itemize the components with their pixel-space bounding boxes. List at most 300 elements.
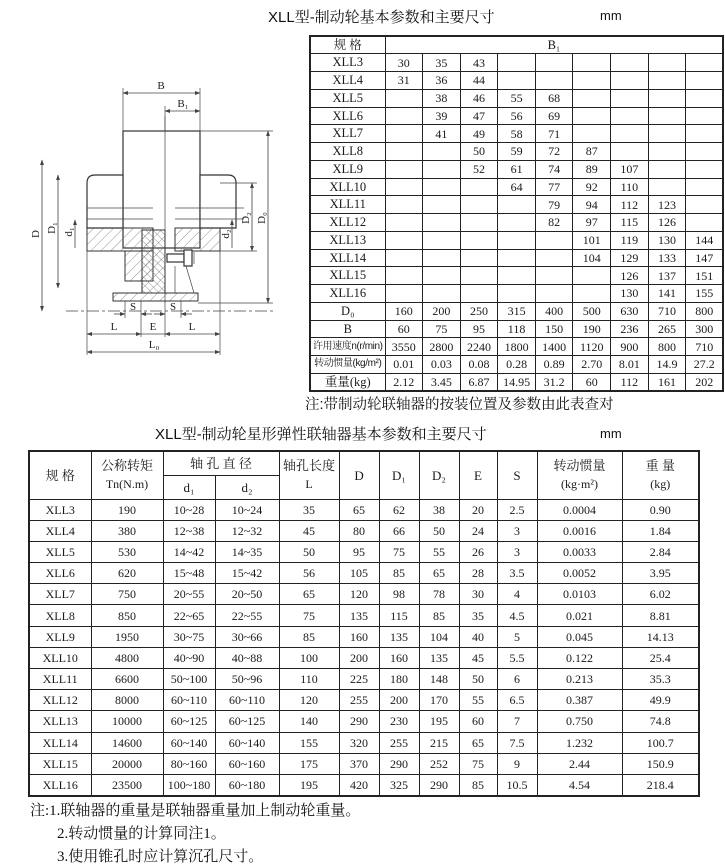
t1-footer-value: 60 xyxy=(385,320,423,338)
t1-value-cell: 44 xyxy=(460,72,498,90)
t1-footer-value: 14.95 xyxy=(498,373,536,391)
t1-value-cell xyxy=(686,143,724,161)
t1-value-cell xyxy=(385,196,423,214)
t1-value-cell: 110 xyxy=(611,178,649,196)
t1-footer-value: 31.2 xyxy=(535,373,573,391)
t2-header-weight-cn: 重 量 xyxy=(645,458,675,473)
t1-spec-cell: XLL6 xyxy=(310,107,385,125)
t1-value-cell xyxy=(535,54,573,72)
t2-value-cell: 10000 xyxy=(91,711,163,732)
t1-value-cell xyxy=(611,54,649,72)
t1-value-cell: 58 xyxy=(498,125,536,143)
t2-value-cell: 0.021 xyxy=(537,605,622,626)
table2-row xyxy=(29,499,699,520)
t1-value-cell: 43 xyxy=(460,54,498,72)
table2-unit: mm xyxy=(600,426,622,441)
t2-value-cell: 5.5 xyxy=(497,647,537,668)
t2-header-d1: d₁ xyxy=(163,475,215,499)
t1-value-cell xyxy=(573,267,611,285)
t1-footer-value: 0.08 xyxy=(460,356,498,374)
t2-value-cell: 40~88 xyxy=(215,647,279,668)
note-line-2: 2.转动惯量的计算同注1。 xyxy=(57,826,226,842)
dim-label-s-right: S xyxy=(169,301,177,313)
t2-value-cell: 148 xyxy=(419,669,459,690)
t2-value-cell: 4.54 xyxy=(537,774,622,795)
t1-value-cell xyxy=(423,196,461,214)
t1-value-cell: 123 xyxy=(648,196,686,214)
t2-spec-cell: XLL3 xyxy=(29,499,91,520)
t2-value-cell: 6600 xyxy=(91,669,163,690)
t1-value-cell: 82 xyxy=(535,214,573,232)
t1-value-cell xyxy=(611,72,649,90)
t2-value-cell: 78 xyxy=(419,584,459,605)
t2-header-inertia-unit: (kg·m²) xyxy=(561,477,598,492)
t1-value-cell xyxy=(611,143,649,161)
t2-value-cell: 135 xyxy=(339,605,379,626)
t2-header-E: E xyxy=(459,451,497,499)
dim-label-b1: B₁ xyxy=(177,98,189,110)
t2-header-D1: D₁ xyxy=(379,451,419,499)
t2-value-cell: 65 xyxy=(419,563,459,584)
dim-label-d0: D₀ xyxy=(256,212,268,224)
t2-value-cell: 4800 xyxy=(91,647,163,668)
t1-footer-value: 1400 xyxy=(535,338,573,356)
t1-value-cell xyxy=(648,54,686,72)
t1-footer-value: 6.87 xyxy=(460,373,498,391)
t2-value-cell: 105 xyxy=(339,563,379,584)
t1-value-cell xyxy=(648,89,686,107)
t2-value-cell: 62 xyxy=(379,499,419,520)
t2-value-cell: 0.0052 xyxy=(537,563,622,584)
t2-spec-cell: XLL16 xyxy=(29,774,91,795)
t1-value-cell: 130 xyxy=(648,231,686,249)
t2-value-cell: 50 xyxy=(419,520,459,541)
t2-value-cell: 850 xyxy=(91,605,163,626)
t2-value-cell: 20~50 xyxy=(215,584,279,605)
t1-value-cell: 77 xyxy=(535,178,573,196)
t2-value-cell: 30~75 xyxy=(163,626,215,647)
t2-value-cell: 8.81 xyxy=(622,605,699,626)
t2-value-cell: 60~125 xyxy=(163,711,215,732)
t1-footer-value: 2.70 xyxy=(573,356,611,374)
t2-value-cell: 120 xyxy=(339,584,379,605)
t1-value-cell xyxy=(460,214,498,232)
t2-value-cell: 8000 xyxy=(91,690,163,711)
bolt-shaft xyxy=(167,254,184,262)
t1-footer-value: 710 xyxy=(686,338,724,356)
t1-footer-value: 3.45 xyxy=(423,373,461,391)
t2-value-cell: 60~140 xyxy=(163,732,215,753)
t1-value-cell xyxy=(535,267,573,285)
t1-footer-value: 236 xyxy=(611,320,649,338)
t1-value-cell: 41 xyxy=(423,125,461,143)
t1-value-cell xyxy=(648,72,686,90)
t1-footer-label: 重量(kg) xyxy=(310,373,385,391)
t1-footer-label: 许用速度n(r/min) xyxy=(310,338,385,356)
t2-value-cell: 24 xyxy=(459,520,497,541)
t1-footer-value: 190 xyxy=(573,320,611,338)
t1-value-cell: 144 xyxy=(686,231,724,249)
t1-spec-cell: XLL16 xyxy=(310,285,385,303)
t2-value-cell: 100 xyxy=(279,647,339,668)
table1-row xyxy=(310,249,723,267)
dim-label-l-right: L xyxy=(188,321,196,333)
t2-value-cell: 135 xyxy=(379,626,419,647)
table1-row xyxy=(310,267,723,285)
t1-value-cell: 137 xyxy=(648,267,686,285)
t2-spec-cell: XLL8 xyxy=(29,605,91,626)
table2-row xyxy=(29,711,699,732)
t2-value-cell: 80 xyxy=(339,520,379,541)
table2-row xyxy=(29,541,699,562)
t2-spec-cell: XLL11 xyxy=(29,669,91,690)
t2-header-weight-unit: (kg) xyxy=(650,477,671,492)
t2-value-cell: 155 xyxy=(279,732,339,753)
t2-spec-cell: XLL6 xyxy=(29,563,91,584)
table1-row xyxy=(310,231,723,249)
table1-unit: mm xyxy=(600,8,622,23)
t1-value-cell xyxy=(686,160,724,178)
t1-value-cell: 126 xyxy=(648,214,686,232)
t1-value-cell xyxy=(460,231,498,249)
t2-value-cell: 40 xyxy=(459,626,497,647)
t1-value-cell xyxy=(535,72,573,90)
t1-value-cell: 104 xyxy=(573,249,611,267)
t1-footer-value: 3550 xyxy=(385,338,423,356)
t2-value-cell: 195 xyxy=(279,774,339,795)
t2-spec-cell: XLL7 xyxy=(29,584,91,605)
note-line-1: 注:1.联轴器的重量是联轴器重量加上制动轮重量。 xyxy=(30,803,361,819)
t1-value-cell: 55 xyxy=(498,89,536,107)
t1-value-cell: 94 xyxy=(573,196,611,214)
t2-value-cell: 0.0103 xyxy=(537,584,622,605)
t1-value-cell: 38 xyxy=(423,89,461,107)
table1-footer-row xyxy=(310,302,723,320)
table2-row xyxy=(29,647,699,668)
dim-label-l0: L₀ xyxy=(148,339,160,351)
t1-value-cell xyxy=(535,285,573,303)
t1-footer-value: 1120 xyxy=(573,338,611,356)
t2-header-D2: D₂ xyxy=(419,451,459,499)
table2-row xyxy=(29,690,699,711)
dim-label-e: E xyxy=(149,321,157,333)
t2-value-cell: 215 xyxy=(419,732,459,753)
t1-value-cell xyxy=(460,178,498,196)
t2-value-cell: 35 xyxy=(459,605,497,626)
t2-value-cell: 370 xyxy=(339,753,379,774)
table1-note: 注:带制动轮联轴器的按装位置及参数由此表查对 xyxy=(305,397,614,413)
table2-row xyxy=(29,626,699,647)
t2-spec-cell: XLL14 xyxy=(29,732,91,753)
t1-footer-value: 0.28 xyxy=(498,356,536,374)
dim-label-l-left: L xyxy=(110,321,118,333)
table1-footer-row xyxy=(310,356,723,374)
t2-value-cell: 290 xyxy=(379,753,419,774)
elastic-spider-crosshatch xyxy=(142,230,165,293)
table2-row xyxy=(29,669,699,690)
t1-value-cell: 30 xyxy=(385,54,423,72)
table1-title: XLL型-制动轮基本参数和主要尺寸 xyxy=(268,9,495,26)
t2-value-cell: 22~65 xyxy=(163,605,215,626)
dim-label-d1-cap: D₁ xyxy=(46,222,58,234)
table1-row xyxy=(310,125,723,143)
t2-value-cell: 150.9 xyxy=(622,753,699,774)
t1-value-cell xyxy=(460,196,498,214)
t1-value-cell xyxy=(573,285,611,303)
t1-spec-cell: XLL7 xyxy=(310,125,385,143)
t1-footer-value: 1800 xyxy=(498,338,536,356)
t2-value-cell: 6.02 xyxy=(622,584,699,605)
t2-value-cell: 620 xyxy=(91,563,163,584)
dim-label-d2-cap: D₂ xyxy=(240,212,252,224)
t1-value-cell: 101 xyxy=(573,231,611,249)
t2-value-cell: 12~32 xyxy=(215,520,279,541)
table2-header-row1 xyxy=(29,451,699,475)
t2-value-cell: 120 xyxy=(279,690,339,711)
t1-footer-value: 300 xyxy=(686,320,724,338)
table1-row xyxy=(310,72,723,90)
t1-value-cell: 130 xyxy=(611,285,649,303)
t1-value-cell: 36 xyxy=(423,72,461,90)
t1-value-cell xyxy=(686,107,724,125)
t1-footer-value: 95 xyxy=(460,320,498,338)
t1-value-cell xyxy=(385,143,423,161)
t2-value-cell: 0.122 xyxy=(537,647,622,668)
t2-value-cell: 0.90 xyxy=(622,499,699,520)
t2-spec-cell: XLL12 xyxy=(29,690,91,711)
coupling-drawing xyxy=(28,56,313,391)
t1-spec-cell: XLL8 xyxy=(310,143,385,161)
t2-value-cell: 3.95 xyxy=(622,563,699,584)
t1-value-cell xyxy=(573,54,611,72)
t2-value-cell: 0.0004 xyxy=(537,499,622,520)
t2-value-cell: 85 xyxy=(379,563,419,584)
t1-footer-value: 200 xyxy=(423,302,461,320)
t2-value-cell: 6 xyxy=(497,669,537,690)
table1-row xyxy=(310,143,723,161)
t2-value-cell: 65 xyxy=(279,584,339,605)
t2-value-cell: 75 xyxy=(379,541,419,562)
t1-spec-cell: XLL13 xyxy=(310,231,385,249)
t1-value-cell xyxy=(423,160,461,178)
t2-value-cell: 50~96 xyxy=(215,669,279,690)
t2-value-cell: 0.213 xyxy=(537,669,622,690)
t1-footer-label: B xyxy=(310,320,385,338)
t2-header-torque-symbol: Tn(N.m) xyxy=(105,477,149,492)
t2-value-cell: 255 xyxy=(379,732,419,753)
t2-header-bore-diameter: 轴 孔 直 径 xyxy=(163,451,279,475)
t1-footer-value: 161 xyxy=(648,373,686,391)
t2-value-cell: 5 xyxy=(497,626,537,647)
t2-value-cell: 320 xyxy=(339,732,379,753)
table2-row xyxy=(29,584,699,605)
t1-value-cell: 61 xyxy=(498,160,536,178)
t2-value-cell: 45 xyxy=(459,647,497,668)
t1-footer-value: 0.01 xyxy=(385,356,423,374)
t2-value-cell: 60 xyxy=(459,711,497,732)
t1-footer-value: 500 xyxy=(573,302,611,320)
t2-value-cell: 23500 xyxy=(91,774,163,795)
t2-value-cell: 3 xyxy=(497,541,537,562)
t1-value-cell xyxy=(385,178,423,196)
t2-value-cell: 10.5 xyxy=(497,774,537,795)
table2-row xyxy=(29,732,699,753)
t1-value-cell: 74 xyxy=(535,160,573,178)
t2-value-cell: 4.5 xyxy=(497,605,537,626)
t2-value-cell: 50~100 xyxy=(163,669,215,690)
dim-label-b: B xyxy=(157,80,165,92)
t1-value-cell: 112 xyxy=(611,196,649,214)
t2-value-cell: 1.84 xyxy=(622,520,699,541)
t2-value-cell: 3 xyxy=(497,520,537,541)
t2-value-cell: 230 xyxy=(379,711,419,732)
t1-value-cell: 97 xyxy=(573,214,611,232)
t1-value-cell xyxy=(611,89,649,107)
t2-spec-cell: XLL15 xyxy=(29,753,91,774)
t2-value-cell: 26 xyxy=(459,541,497,562)
t2-value-cell: 60~110 xyxy=(163,690,215,711)
t2-value-cell: 252 xyxy=(419,753,459,774)
t2-value-cell: 4 xyxy=(497,584,537,605)
t2-spec-cell: XLL9 xyxy=(29,626,91,647)
t2-value-cell: 115 xyxy=(379,605,419,626)
t2-value-cell: 10~24 xyxy=(215,499,279,520)
t1-value-cell xyxy=(573,72,611,90)
t2-value-cell: 420 xyxy=(339,774,379,795)
t1-value-cell: 147 xyxy=(686,249,724,267)
table1-row xyxy=(310,285,723,303)
t2-value-cell: 100.7 xyxy=(622,732,699,753)
table2-row xyxy=(29,774,699,795)
t2-header-torque-cn: 公称转矩 xyxy=(100,458,153,473)
t2-value-cell: 2.84 xyxy=(622,541,699,562)
t1-value-cell: 79 xyxy=(535,196,573,214)
table1-row xyxy=(310,196,723,214)
t2-value-cell: 140 xyxy=(279,711,339,732)
left-hub xyxy=(87,175,123,228)
t1-spec-cell: XLL5 xyxy=(310,89,385,107)
t2-value-cell: 66 xyxy=(379,520,419,541)
t1-value-cell: 126 xyxy=(611,267,649,285)
table1-row xyxy=(310,54,723,72)
t1-value-cell xyxy=(498,196,536,214)
t1-value-cell xyxy=(498,72,536,90)
t1-value-cell: 64 xyxy=(498,178,536,196)
t1-value-cell xyxy=(535,249,573,267)
t2-value-cell: 60~110 xyxy=(215,690,279,711)
t2-value-cell: 0.750 xyxy=(537,711,622,732)
t1-value-cell xyxy=(423,285,461,303)
t1-value-cell xyxy=(423,231,461,249)
t1-spec-cell: XLL15 xyxy=(310,267,385,285)
t2-value-cell: 175 xyxy=(279,753,339,774)
t1-value-cell xyxy=(648,125,686,143)
t1-header-b1: B₁ xyxy=(385,36,723,54)
t2-value-cell: 49.9 xyxy=(622,690,699,711)
t1-value-cell xyxy=(611,125,649,143)
t1-value-cell xyxy=(648,178,686,196)
t2-value-cell: 28 xyxy=(459,563,497,584)
t2-value-cell: 74.8 xyxy=(622,711,699,732)
t2-value-cell: 50 xyxy=(279,541,339,562)
t2-value-cell: 75 xyxy=(279,605,339,626)
table2-title: XLL型-制动轮星形弹性联轴器基本参数和主要尺寸 xyxy=(155,426,487,443)
t1-footer-value: 2800 xyxy=(423,338,461,356)
t1-value-cell xyxy=(498,54,536,72)
t2-spec-cell: XLL10 xyxy=(29,647,91,668)
table1-row xyxy=(310,107,723,125)
t2-value-cell: 30 xyxy=(459,584,497,605)
t2-header-bore-length-symbol: L xyxy=(305,477,313,492)
t2-value-cell: 0.387 xyxy=(537,690,622,711)
t1-value-cell: 71 xyxy=(535,125,573,143)
t1-header-spec: 规 格 xyxy=(310,36,385,54)
t2-value-cell: 530 xyxy=(91,541,163,562)
t2-value-cell: 160 xyxy=(339,626,379,647)
t2-value-cell: 0.0033 xyxy=(537,541,622,562)
t1-value-cell xyxy=(686,214,724,232)
t2-value-cell: 1.232 xyxy=(537,732,622,753)
t2-value-cell: 25.4 xyxy=(622,647,699,668)
t1-value-cell xyxy=(498,231,536,249)
coupling-table xyxy=(28,450,700,797)
t2-value-cell: 325 xyxy=(379,774,419,795)
t2-value-cell: 45 xyxy=(279,520,339,541)
t1-value-cell: 89 xyxy=(573,160,611,178)
t1-footer-value: 315 xyxy=(498,302,536,320)
t1-footer-value: 202 xyxy=(686,373,724,391)
t2-value-cell: 10~28 xyxy=(163,499,215,520)
t1-footer-value: 8.01 xyxy=(611,356,649,374)
brake-wheel-table xyxy=(309,35,724,392)
t1-value-cell xyxy=(385,107,423,125)
t1-value-cell xyxy=(498,285,536,303)
t1-value-cell: 72 xyxy=(535,143,573,161)
t2-value-cell: 22~55 xyxy=(215,605,279,626)
t1-footer-label: 转动惯量(kg/m²) xyxy=(310,356,385,374)
t2-value-cell: 255 xyxy=(339,690,379,711)
t1-footer-value: 250 xyxy=(460,302,498,320)
t1-value-cell: 49 xyxy=(460,125,498,143)
t1-value-cell: 115 xyxy=(611,214,649,232)
t2-spec-cell: XLL13 xyxy=(29,711,91,732)
t2-value-cell: 65 xyxy=(459,732,497,753)
t1-footer-value: 0.03 xyxy=(423,356,461,374)
t1-spec-cell: XLL4 xyxy=(310,72,385,90)
t2-value-cell: 190 xyxy=(91,499,163,520)
t1-value-cell xyxy=(423,178,461,196)
table1-row xyxy=(310,89,723,107)
t1-value-cell xyxy=(611,107,649,125)
t1-value-cell xyxy=(498,214,536,232)
t2-value-cell: 3.5 xyxy=(497,563,537,584)
t1-value-cell xyxy=(385,89,423,107)
t1-footer-value: 800 xyxy=(686,302,724,320)
t2-value-cell: 2.44 xyxy=(537,753,622,774)
t2-value-cell: 65 xyxy=(339,499,379,520)
dim-label-d: D xyxy=(30,230,42,238)
t2-value-cell: 100~180 xyxy=(163,774,215,795)
t2-value-cell: 200 xyxy=(339,647,379,668)
t2-header-weight xyxy=(622,451,699,499)
t1-value-cell xyxy=(385,231,423,249)
t1-value-cell xyxy=(423,249,461,267)
t2-value-cell: 12~38 xyxy=(163,520,215,541)
t1-value-cell: 59 xyxy=(498,143,536,161)
t1-footer-value: 160 xyxy=(385,302,423,320)
t1-value-cell xyxy=(686,178,724,196)
t1-value-cell: 92 xyxy=(573,178,611,196)
